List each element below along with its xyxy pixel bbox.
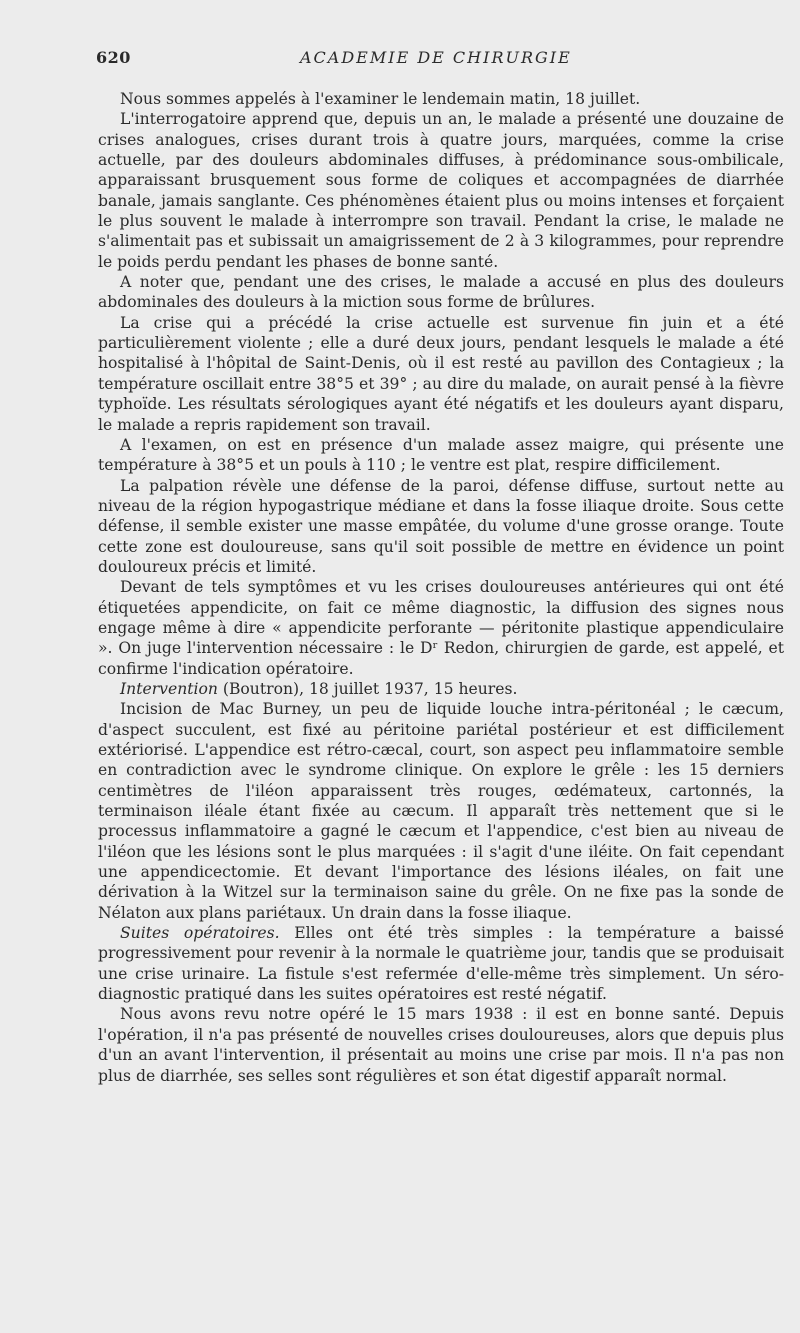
paragraph-9: Incision de Mac Burney, un peu de liquide louche intra-péritonéal ; le cæcum, d'aspect succulent, est fixé au péritoine pariétal postérieur et est difficilement extériorisé. L'appendice est rétro-cæcal, court, son aspect peu inflammatoire semble en contradiction avec le syndrome clinique. On explore le grêle : les 15 derniers centimètres de l'iléon apparaissent très rouges, œdémateux, cartonnés, la terminaison iléale étant fixée au cæcum. Il apparaît très nettement que si le processus inflammatoire a gagné le cæcum et l'appendice, c'est bien au niveau de l'iléon que les lésions sont le plus marquées : il s'agit d'une iléite. On fait cependant une appendicectomie. Et devant l'importance des lésions iléales, on fait une dérivation à la Witzel sur la terminaison saine du grêle. On ne fixe pas la sonde de Nélaton aux plans pariétaux. Un drain dans la fosse iliaque. — [98, 700, 784, 922]
paragraph-6: La palpation révèle une défense de la paroi, défense diffuse, surtout nette au niveau de la région hypogastrique médiane et dans la fosse iliaque droite. Sous cette défense, il semble exister une masse empâtée, du volume d'une grosse orange. Toute cette zone est douloureuse, sans qu'il soit possible de mettre en évidence un point douloureux précis et limité. — [98, 476, 784, 576]
paragraph-1: Nous sommes appelés à l'examiner le lendemain matin, 18 juillet. — [120, 90, 641, 108]
paragraph-11: Nous avons revu notre opéré le 15 mars 1938 : il est en bonne santé. Depuis l'opération, il n'a pas présenté de nouvelles crises douloureuses, alors que depuis plus d'un an avant l'intervention, il présentait au moins une crise par mois. Il n'a pas non plus de diarrhée, ses selles sont régulières et son état digestif apparaît normal. — [98, 1005, 784, 1085]
article-body — [98, 89, 784, 1086]
paragraph-10: Suites opératoires. Elles ont été très simples : la température a baissé progressivement pour revenir à la normale le quatrième jour, tandis que se produisait une crise urinaire. La fistule s'est refermée d'elle-même très simplement. Un séro-diagnostic pratiqué dans les suites opératoires est resté négatif. — [98, 924, 784, 1004]
paragraph-8: Intervention (Boutron), 18 juillet 1937, 15 heures. — [120, 679, 518, 698]
running-title: ACADEMIE DE CHIRURGIE — [300, 48, 572, 67]
page-header — [0, 48, 800, 72]
paragraph-4: La crise qui a précédé la crise actuelle est survenue fin juin et a été particulièrement violente ; elle a duré deux jours, pendant lesquels le malade a été hospitalisé à l'hôpital de Saint-Denis, où il est resté au pavillon des Contagieux ; la température oscillait entre 38°5 et 39° ; au dire du malade, on aurait pensé à la fièvre typhoïde. Les résultats sérologiques ayant été négatifs et les douleurs ayant disparu, le malade a repris rapidement son travail. — [98, 313, 784, 434]
paragraph-7: Devant de tels symptômes et vu les crises douloureuses antérieures qui ont été étiquetées appendicite, on fait ce même diagnostic, la diffusion des signes nous engage même à dire « appendicite perforante — péritonite plastique appendiculaire ». On juge l'intervention nécessaire : le Dʳ Redon, chirurgien de garde, est appelé, et confirme l'indication opératoire. — [98, 578, 784, 678]
paragraph-5: A l'examen, on est en présence d'un malade assez maigre, qui présente une température à 38°5 et un pouls à 110 ; le ventre est plat, respire difficilement. — [98, 435, 784, 475]
page-number: 620 — [96, 48, 131, 67]
paragraph-2: L'interrogatoire apprend que, depuis un an, le malade a présenté une douzaine de crises analogues, crises durant trois à quatre jours, marquées, comme la crise actuelle, par des douleurs abdominales diffuses, à prédominance sous-ombilicale, apparaissant brusquement sous forme de coliques et accompagnées de diarrhée banale, jamais sanglante. Ces phénomènes étaient plus ou moins intenses et forçaient le plus souvent le malade à interrompre son travail. Pendant la crise, le malade ne s'alimentait pas et subissait un amaigrissement de 2 à 3 kilogrammes, pour reprendre le poids perdu pendant les phases de bonne santé. — [98, 110, 784, 271]
paragraph-3: A noter que, pendant une des crises, le malade a accusé en plus des douleurs abdominales des douleurs à la miction sous forme de brûlures. — [98, 273, 784, 312]
